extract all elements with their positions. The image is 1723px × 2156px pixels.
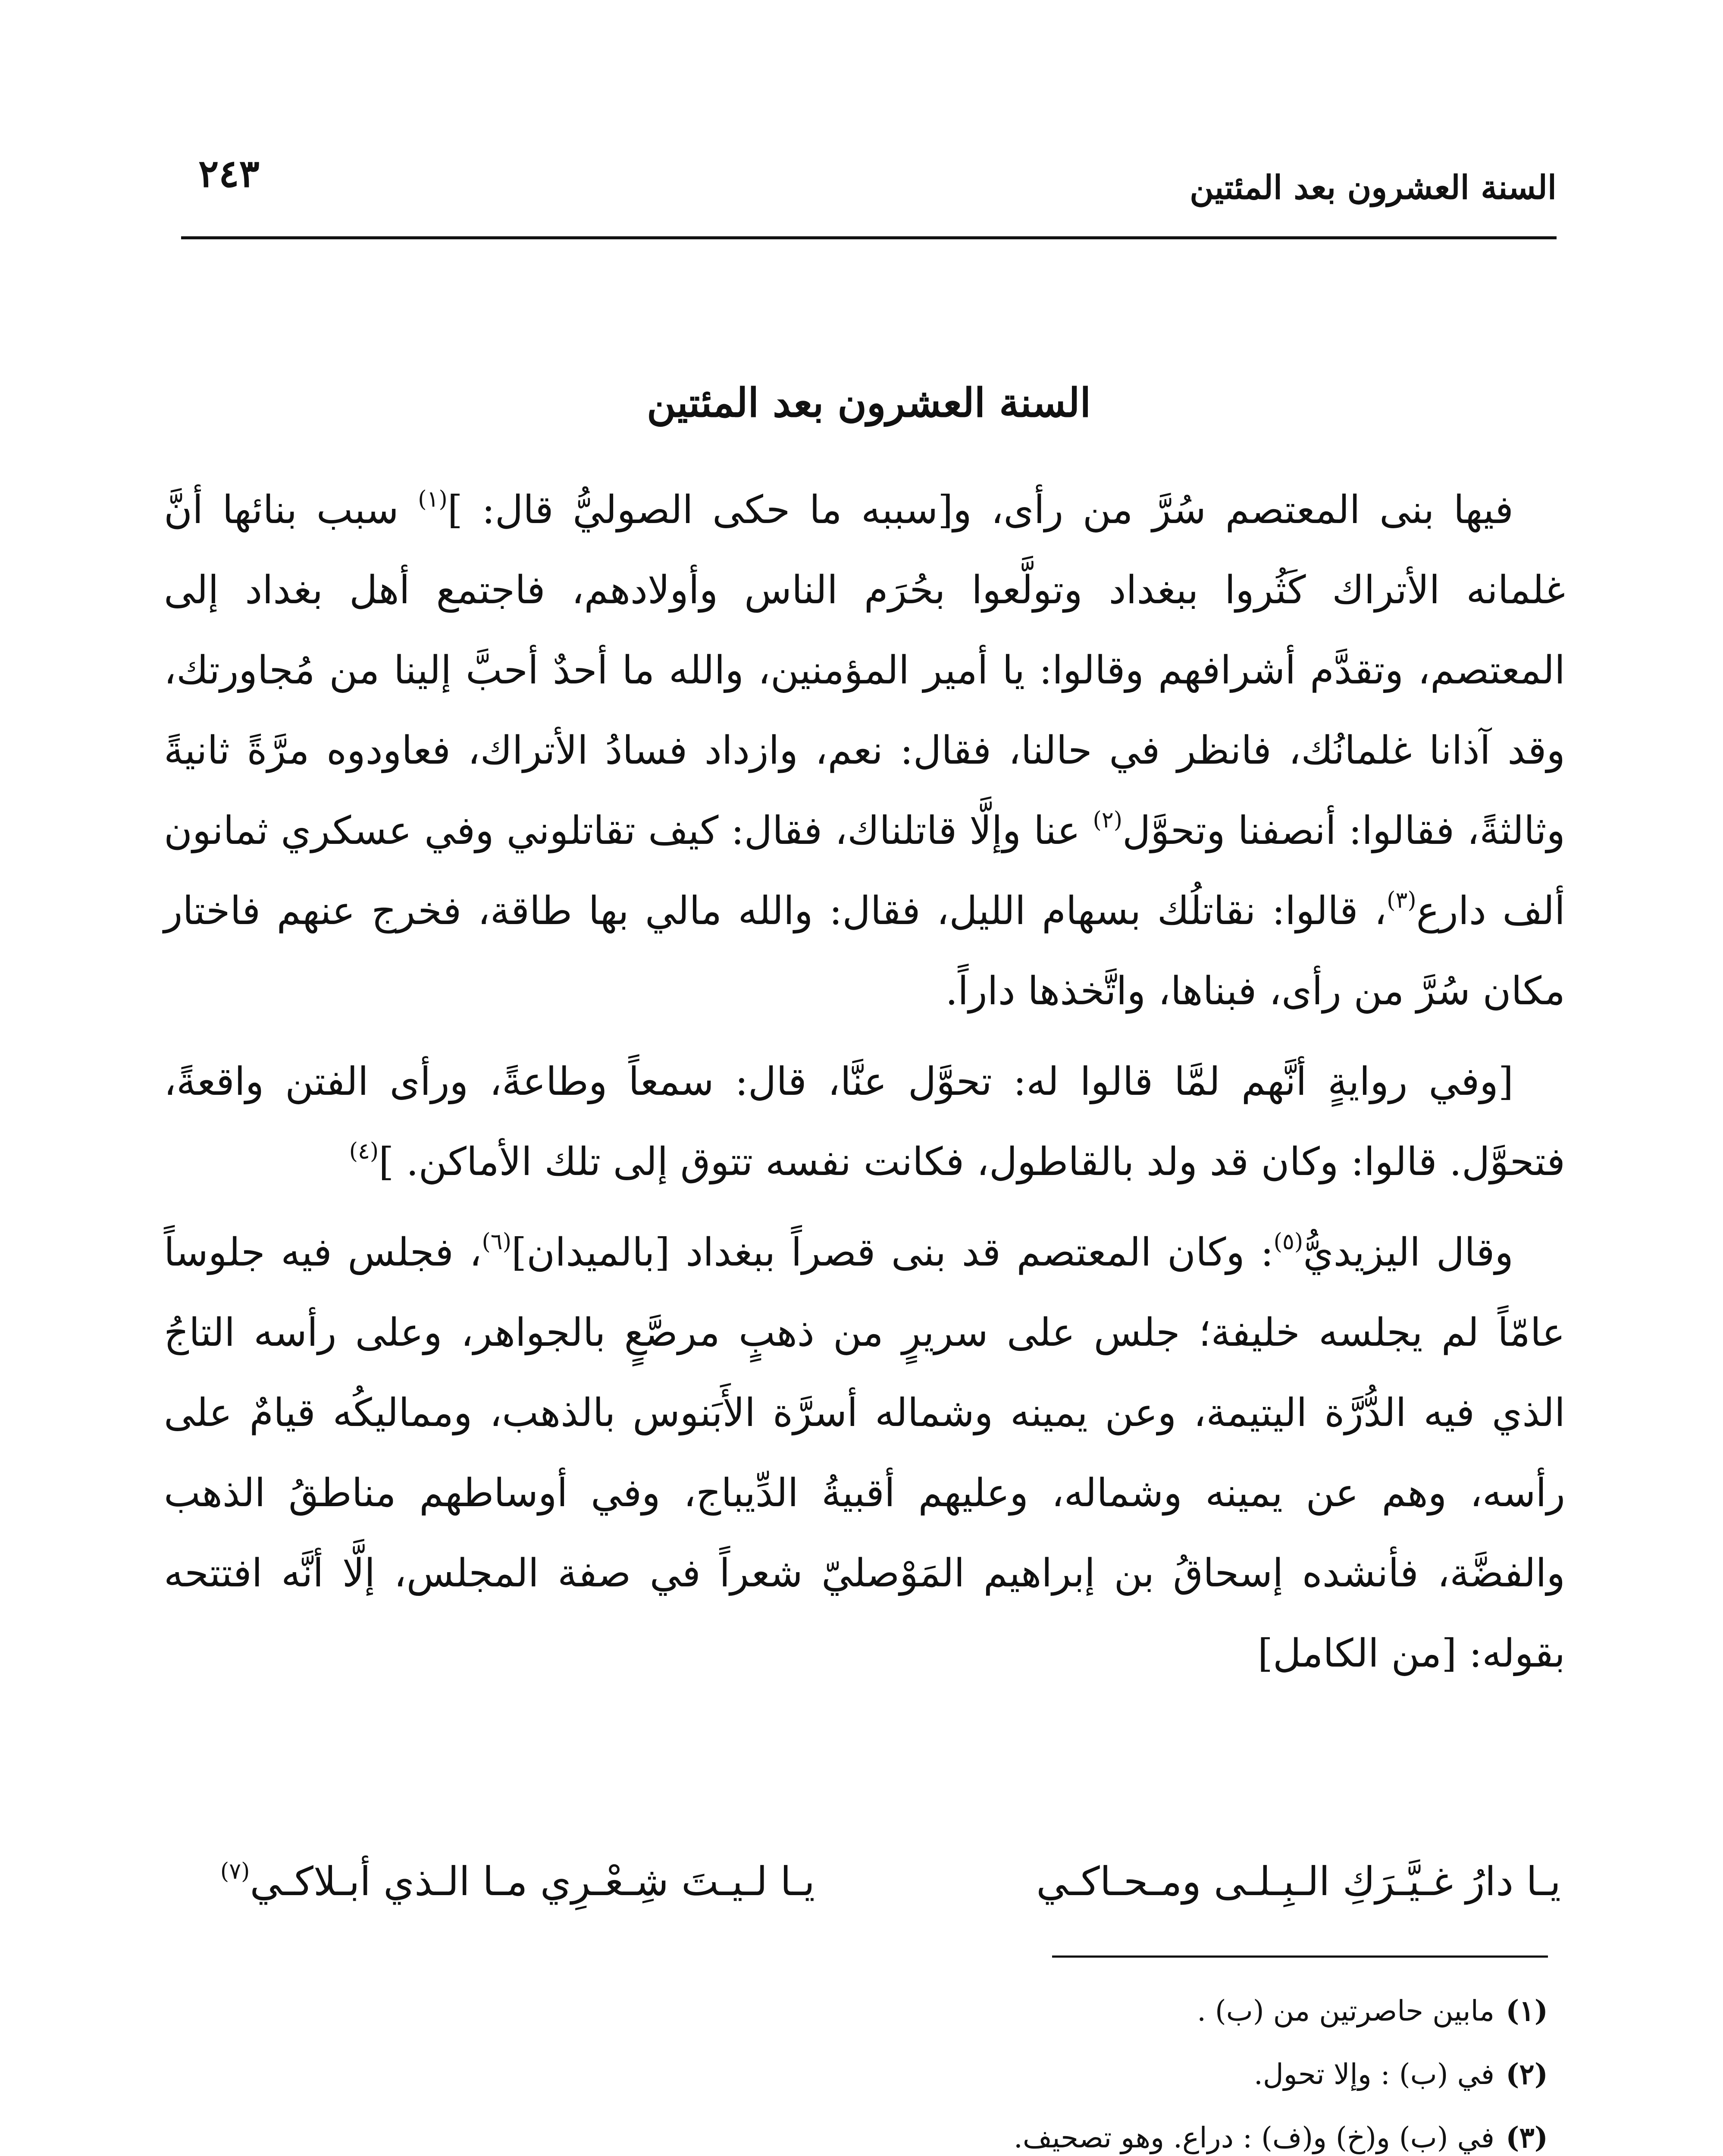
paragraph-text: فيها بنى المعتصم سُرَّ من رأى، و[سببه ما حكى الصوليُّ قال: ] <box>447 487 1514 533</box>
footnote-marker: (١) <box>418 486 448 512</box>
verse-second-hemistich <box>220 1858 815 1905</box>
footnote-number: (٣) <box>1506 2121 1548 2154</box>
body-text <box>164 470 1565 1694</box>
page-number: ٢٤٣ <box>198 151 260 196</box>
verse-footnote-marker: (٧) <box>220 1858 250 1884</box>
footnote-marker: (٢) <box>1093 807 1123 833</box>
paragraph-text: : وكان المعتصم قد بنى قصراً ببغداد [بالميدان] <box>511 1230 1274 1275</box>
footnote-separator <box>1052 1955 1548 1958</box>
header-rule <box>181 236 1557 239</box>
footnote-number: (١) <box>1506 1994 1548 2028</box>
paragraph-text: سبب بنائها أنَّ غلمانه الأتراك كَثُروا ببغداد وتولَّعوا بحُرَم الناس وأولادهم، فاجتمع أهل بغداد إلى المعتصم، وتقدَّم أشرافهم وقالوا: يا أمير المؤمنين، والله ما أحدٌ أحبَّ إلينا من مُجاورتك، وقد آذانا غلمانُك، فانظر في حالنا، فقال: نعم، وازداد فسادُ الأتراك، فعاودوه مرَّةً ثانيةً وثالثةً، فقالوا: أنصفنا وتحوَّل <box>164 487 1565 853</box>
running-head <box>181 142 1557 216</box>
footnote-marker: (٣) <box>1387 887 1416 913</box>
footnote <box>181 2106 1548 2156</box>
footnote-number: (٢) <box>1506 2057 1548 2091</box>
footnote-text: مابين حاصرتين من (ب) . <box>1197 1994 1495 2028</box>
paragraph-text: ، فجلس فيه جلوساً عامّاً لم يجلسه خليفة؛ جلس على سريرٍ من ذهبٍ مرصَّعٍ بالجواهر، وعلى رأسه التاجُ الذي فيه الدُّرَّة اليتيمة، وعن يمينه وشماله أسرَّة الأَبَنوس بالذهب، ومماليكُه قيامٌ على رأسه، وهم عن يمينه وشماله، وعليهم أقبيةُ الدِّيباج، وفي أوساطهم مناطقُ الذهب والفضَّة، فأنشده إسحاقُ بن إبراهيم المَوْصليّ شعراً في صفة المجلس، إلَّا أنَّه افتتحه بقوله: [من الكامل] <box>164 1230 1565 1676</box>
running-title: السنة العشرون بعد المئتين <box>1190 168 1557 207</box>
footnote <box>181 2043 1548 2106</box>
body-paragraph <box>164 470 1565 1031</box>
footnote-marker: (٦) <box>482 1229 512 1255</box>
poem-verse <box>164 1858 1569 1927</box>
footnote-marker: (٤) <box>349 1138 379 1164</box>
footnote-text: في (ب) : وإلا تحول. <box>1253 2058 1495 2091</box>
body-paragraph <box>164 1213 1565 1694</box>
body-paragraph <box>164 1042 1565 1202</box>
footnote <box>181 1979 1548 2043</box>
verse-second-hemistich-text: يـا لـيـتَ شِـعْـرِي مـا الـذي أبـلاكـي <box>250 1858 815 1905</box>
paragraph-text: عنا وإلَّا قاتلناك، فقال: كيف تقاتلوني وفي عسكري ثمانون ألف دارع <box>164 808 1566 934</box>
paragraph-text: [وفي روايةٍ أنَّهم لمَّا قالوا له: تحوَّل عنَّا، قال: سمعاً وطاعةً، ورأى الفتن واقعةً، فتحوَّل. قالوا: وكان قد ولد بالقاطول، فكانت نفسه تتوق إلى تلك الأماكن. ] <box>164 1059 1565 1185</box>
paragraph-text: ، قالوا: نقاتلُك بسهام الليل، فقال: والله مالي بها طاقة، فخرج عنهم فاختار مكان سُرَّ من رأى، فبناها، واتَّخذها داراً. <box>164 888 1565 1014</box>
footnotes-list <box>181 1979 1548 2156</box>
verse-first-hemistich: يـا دارُ غـيَّـرَكِ الـبِـلـى ومـحـاكـي <box>1036 1858 1561 1905</box>
footnote-marker: (٥) <box>1273 1229 1303 1255</box>
paragraph-text: وقال اليزيديُّ <box>1303 1230 1513 1275</box>
chapter-title: السنة العشرون بعد المئتين <box>646 379 1091 426</box>
footnote-text: في (ب) و(خ) و(ف) : دراع. وهو تصحيف. <box>1013 2121 1495 2154</box>
